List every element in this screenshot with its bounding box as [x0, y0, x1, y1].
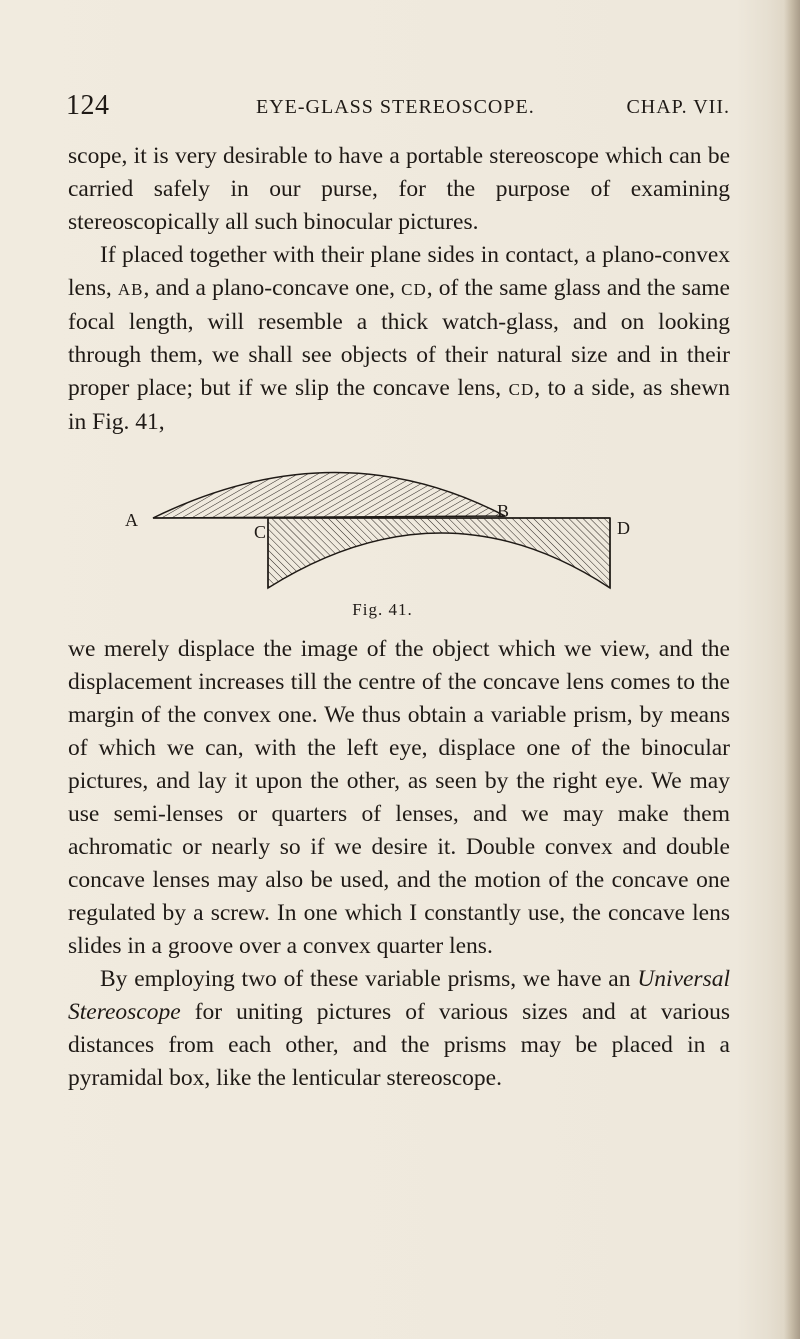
paragraph-2-text-1: If placed together with their plane sides in contact, a plano-convex lens,	[68, 242, 730, 301]
figure-label-d: D	[617, 518, 630, 538]
paragraph-4-text: for uniting pictures of various sizes and at various distances from each other, and the prisms may be placed in a pyramidal box, like the lenticular stereoscope.	[68, 999, 730, 1091]
lens-diagram	[105, 458, 660, 598]
page-header	[66, 90, 730, 122]
paragraph-2-text-4: , to a side, as shewn in Fig. 41,	[68, 375, 730, 435]
paragraph-2-text-3: , of the same glass and the same focal length, will resemble a thick watch-glass, and on looking through them, we shall see objects of their natural size and in their proper place; but if we slip the concave lens,	[68, 275, 730, 401]
figure-label-c: C	[254, 522, 267, 542]
figure-label-b: B	[497, 501, 510, 521]
page-edge-shadow	[784, 0, 800, 1339]
lens-label-cd-2: CD	[508, 380, 535, 399]
lens-label-cd: CD	[401, 280, 427, 299]
text-block-top	[68, 140, 730, 439]
plano-concave-lens	[268, 518, 610, 588]
paragraph-3	[68, 633, 730, 963]
page-number: 124	[66, 90, 110, 121]
running-head: EYE-GLASS STEREOSCOPE.	[256, 96, 535, 118]
figure-41	[105, 458, 660, 618]
paragraph-3-text: we merely displace the image of the object which we view, and the displacement increases till the centre of the concave lens comes to the margin of the convex one. We thus obtain a variable prism, by means of which we can, with the left eye, displace one of the binocular pictures, and lay it upon the other, as seen by the right eye. We may use semi-lenses or quarters of lenses, and we may make them achromatic or nearly so if we desire it. Double convex and double concave lenses may also be used, and the motion of the concave one regulated by a screw. In one which I constantly use, the concave lens slides in a groove over a convex quarter lens.	[68, 636, 730, 959]
paragraph-2-text-2: , and a plano-concave one,	[143, 275, 402, 301]
plano-convex-lens	[153, 472, 505, 518]
paragraph-1-text: scope, it is very desirable to have a portable stereoscope which can be carried safely in our purse, for the purpose of examining stereoscopically all such binocular pictures.	[68, 143, 730, 235]
paragraph-4	[68, 963, 730, 1095]
paragraph-4-lead: By employing two of these variable prisms, we have an	[100, 966, 638, 992]
text-block-bottom	[68, 633, 730, 1095]
figure-label-a: A	[125, 510, 138, 530]
paragraph-2	[68, 239, 730, 439]
universal-stereoscope-term: Universal Stereoscope	[68, 966, 730, 1025]
figure-caption: Fig. 41.	[352, 600, 413, 619]
lens-label-ab: AB	[117, 280, 144, 299]
paragraph-1	[68, 140, 730, 239]
chapter-label: CHAP. VII.	[626, 96, 730, 118]
